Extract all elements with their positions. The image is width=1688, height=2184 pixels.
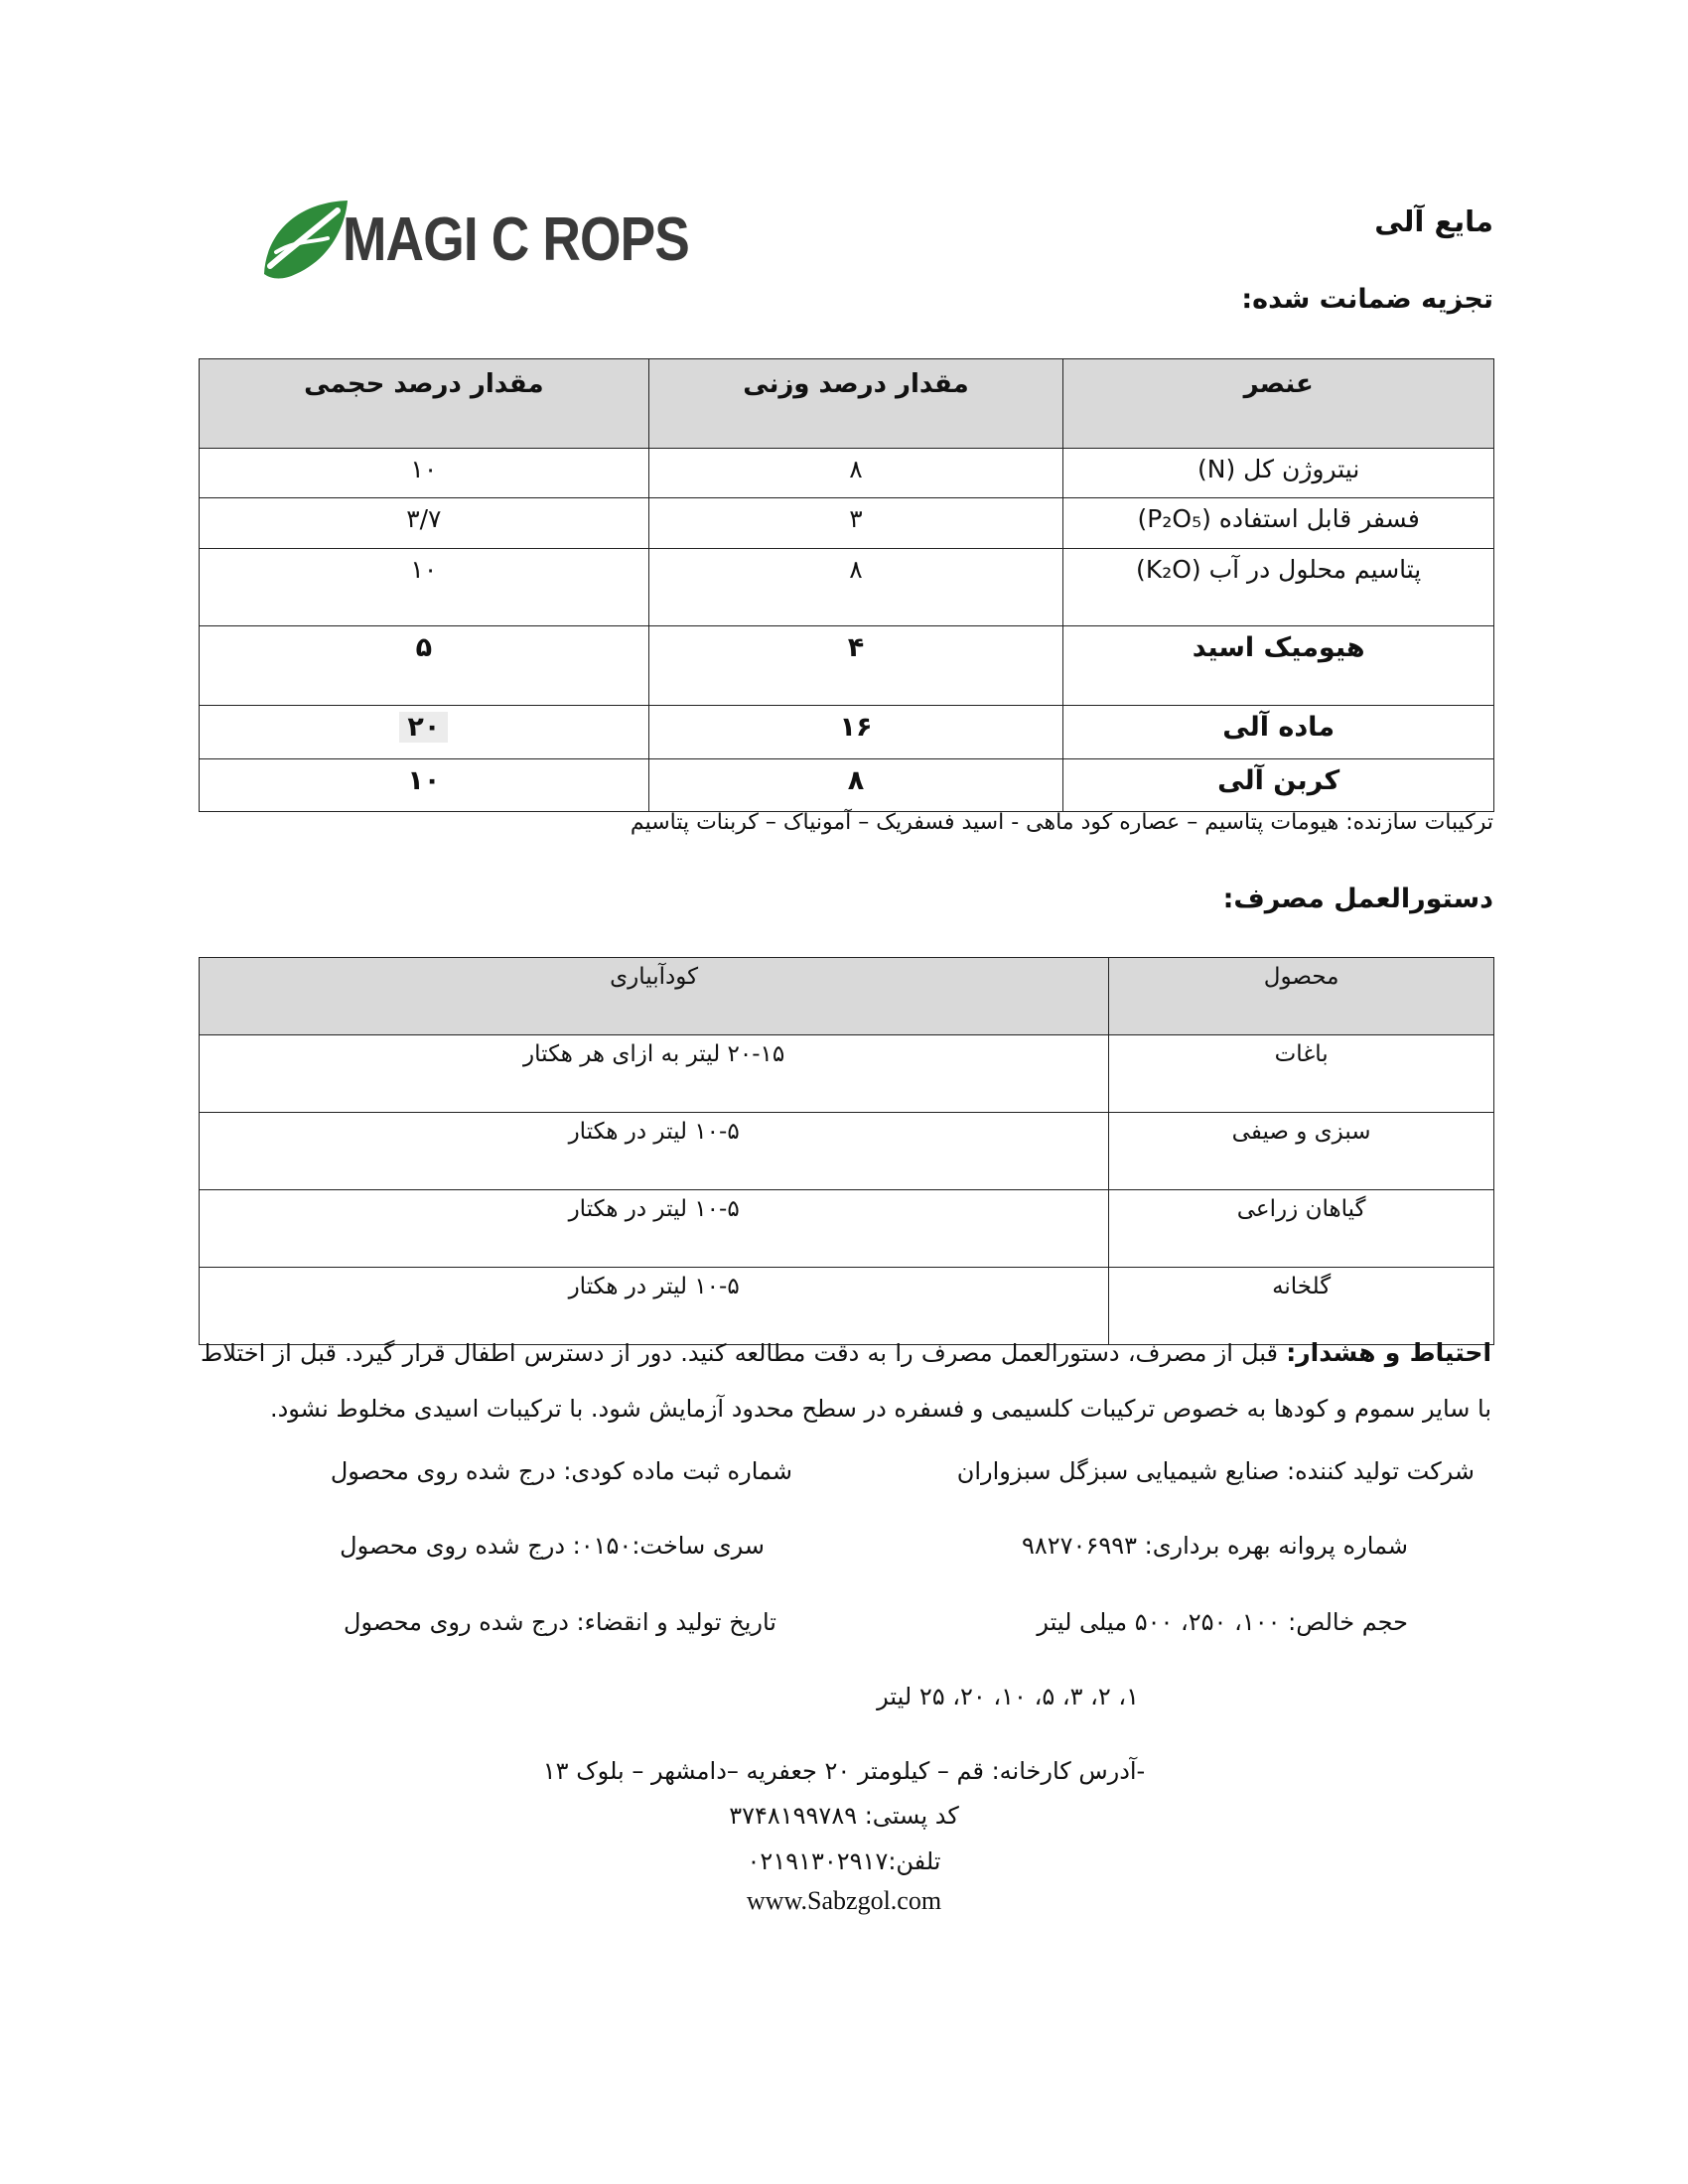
cell-element: پتاسیم محلول در آب (K₂O) [1063,549,1494,626]
table-row [200,1190,1494,1268]
product-title: مایع آلی [1374,205,1493,238]
cell-volume: ۵ [200,626,649,706]
cell-volume: ۳/۷ [200,498,649,549]
factory-address: -آدرس کارخانه: قم – کیلومتر ۲۰ جعفریه –دامشهر – بلوک ۱۳ [542,1757,1146,1785]
volume-liters-text: ۱، ۲، ۳، ۵، ۱۰، ۲۰، ۲۵ لیتر [877,1683,1139,1710]
analysis-table [199,358,1494,812]
header-crop: محصول [1109,958,1494,1035]
warning-text: قبل از مصرف، دستورالعمل مصرف را به دقت مطالعه کنید. دور از دسترس اطفال قرار گیرد. قبل از اختلاط با سایر سموم و کودها به خصوص ترکیبات کلسیمی و فسفره در سطح محدود آزمایش شود. با ترکیبات اسیدی مخلوط نشود. [201,1339,1491,1423]
cell-dose: ۱۰-۵ لیتر در هکتار [200,1113,1109,1190]
registration-text: شماره ثبت ماده کودی: درج شده روی محصول [330,1457,792,1485]
cell-volume: ۱۰ [200,449,649,498]
cell-dose: ۲۰-۱۵ لیتر به ازای هر هکتار [200,1035,1109,1113]
license-text: شماره پروانه بهره برداری: ۹۸۲۷۰۶۹۹۳ [1021,1532,1408,1560]
cell-dose: ۱۰-۵ لیتر در هکتار [200,1268,1109,1345]
cell-weight: ۳ [648,498,1063,549]
cell-crop: باغات [1109,1035,1494,1113]
cell-element: فسفر قابل استفاده (P₂O₅) [1063,498,1494,549]
manufacturer-text: شرکت تولید کننده: صنایع شیمیایی سبزگل سبزواران [956,1457,1475,1485]
postal-code: کد پستی: ۳۷۴۸۱۹۹۷۸۹ [729,1802,959,1830]
phone-number: تلفن:۰۲۱۹۱۳۰۲۹۱۷ [747,1847,941,1875]
usage-table [199,957,1494,1345]
dates-text: تاریخ تولید و انقضاء: درج شده روی محصول [344,1608,776,1636]
cell-crop: سبزی و صیفی [1109,1113,1494,1190]
cell-volume: ۱۰ [200,549,649,626]
highlighted-value: ۲۰ [399,712,448,743]
usage-heading: دستورالعمل مصرف: [1222,884,1493,914]
warning-label: احتیاط و هشدار: [1286,1338,1492,1367]
cell-crop: گیاهان زراعی [1109,1190,1494,1268]
cell-element: ماده آلی [1063,706,1494,759]
cell-weight: ۴ [648,626,1063,706]
cell-weight: ۸ [648,449,1063,498]
header-fertigation: کودآبیاری [200,958,1109,1035]
header-volume-percent: مقدار درصد حجمی [200,359,649,449]
cell-crop: گلخانه [1109,1268,1494,1345]
table-row [200,1113,1494,1190]
logo-wordmark: MAGI C ROPS [343,205,689,274]
cell-weight: ۸ [648,759,1063,812]
cell-element: کربن آلی [1063,759,1494,812]
cell-weight: ۱۶ [648,706,1063,759]
header-weight-percent: مقدار درصد وزنی [648,359,1063,449]
website-link[interactable]: www.Sabzgol.com [746,1886,942,1915]
cell-weight: ۸ [648,549,1063,626]
table-row [200,498,1494,549]
ingredients-text: ترکیبات سازنده: هیومات پتاسیم – عصاره کود ماهی - اسید فسفریک – آمونیاک – کربنات پتاسیم [630,810,1493,835]
cell-element: نیتروژن کل (N) [1063,449,1494,498]
table-row [200,1035,1494,1113]
cell-dose: ۱۰-۵ لیتر در هکتار [200,1190,1109,1268]
table-row [200,549,1494,626]
table-row [200,706,1494,759]
batch-text: سری ساخت:۰۱۵۰: درج شده روی محصول [340,1532,765,1560]
volume-text: حجم خالص: ۱۰۰، ۲۵۰، ۵۰۰ میلی لیتر [1037,1608,1408,1636]
cell-element: هیومیک اسید [1063,626,1494,706]
warning-paragraph [201,1325,1491,1436]
cell-volume [200,706,649,759]
table-header-row [200,958,1494,1035]
leaf-logo-icon [264,201,348,279]
table-row [200,449,1494,498]
table-row [200,626,1494,706]
table-row [200,759,1494,812]
analysis-heading: تجزیه ضمانت شده: [1241,284,1493,315]
table-header-row [200,359,1494,449]
cell-volume: ۱۰ [200,759,649,812]
header-element: عنصر [1063,359,1494,449]
